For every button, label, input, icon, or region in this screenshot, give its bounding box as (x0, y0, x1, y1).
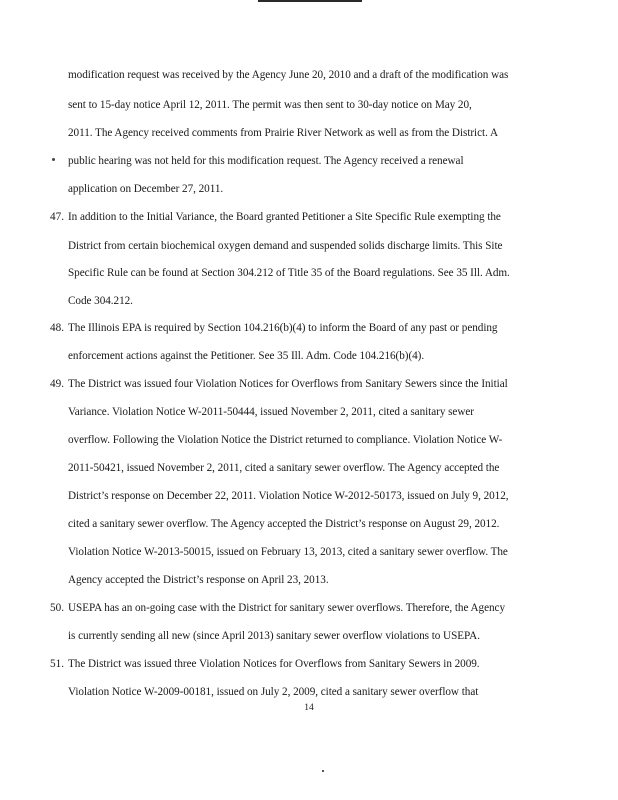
item-number: 50. (50, 602, 64, 614)
item-line: cited a sanitary sewer overflow. The Agency accepted the District’s response on August 29, 2012. (68, 518, 500, 530)
intro-line: public hearing was not held for this modification request. The Agency received a renewal (68, 155, 464, 167)
item-number: 48. (50, 322, 64, 334)
item-line: is currently sending all new (since April 2013) sanitary sewer overflow violations to USEPA. (68, 630, 480, 642)
intro-line: sent to 15-day notice April 12, 2011. The permit was then sent to 30-day notice on May 20, (68, 99, 472, 111)
intro-line: 2011. The Agency received comments from Prairie River Network as well as from the District. A (68, 127, 498, 139)
item-number: 51. (50, 658, 64, 670)
item-line: Violation Notice W-2009-00181, issued on July 2, 2009, cited a sanitary sewer overflow that (68, 686, 479, 698)
item-line: overflow. Following the Violation Notice the District returned to compliance. Violation Notice W- (68, 434, 503, 446)
intro-line: modification request was received by the Agency June 20, 2010 and a draft of the modification was (68, 69, 509, 81)
page-number: 14 (304, 703, 314, 713)
item-line: The Illinois EPA is required by Section 104.216(b)(4) to inform the Board of any past or pending (68, 322, 498, 334)
scan-edge-mark (258, 0, 362, 2)
item-line: Code 304.212. (68, 295, 133, 307)
intro-line: application on December 27, 2011. (68, 183, 224, 195)
item-line: Violation Notice W-2013-50015, issued on February 13, 2013, cited a sanitary sewer overflow. The (68, 546, 508, 558)
item-line: USEPA has an on-going case with the District for sanitary sewer overflows. Therefore, the Agency (68, 602, 505, 614)
item-number: 49. (50, 378, 64, 390)
item-line: District’s response on December 22, 2011. Violation Notice W-2012-50173, issued on July 9, 2012, (68, 490, 509, 502)
item-line: Variance. Violation Notice W-2011-50444, issued November 2, 2011, cited a sanitary sewer (68, 406, 474, 418)
item-line: The District was issued three Violation Notices for Overflows from Sanitary Sewers in 2009. (68, 658, 480, 670)
item-line: enforcement actions against the Petitioner. See 35 Ill. Adm. Code 104.216(b)(4). (68, 350, 425, 362)
item-number: 47. (50, 211, 64, 223)
item-line: In addition to the Initial Variance, the Board granted Petitioner a Site Specific Rule exempting the (68, 211, 501, 223)
item-line: Agency accepted the District’s response on April 23, 2013. (68, 574, 329, 586)
scan-speck (52, 158, 55, 161)
item-line: 2011-50421, issued November 2, 2011, cited a sanitary sewer overflow. The Agency accepted the (68, 462, 500, 474)
item-line: Specific Rule can be found at Section 304.212 of Title 35 of the Board regulations. See 35 Ill. Adm. (68, 267, 510, 279)
item-line: The District was issued four Violation Notices for Overflows from Sanitary Sewers since the Initial (68, 378, 508, 390)
item-line: District from certain biochemical oxygen demand and suspended solids discharge limits. This Site (68, 240, 503, 252)
scan-speck (322, 770, 324, 772)
